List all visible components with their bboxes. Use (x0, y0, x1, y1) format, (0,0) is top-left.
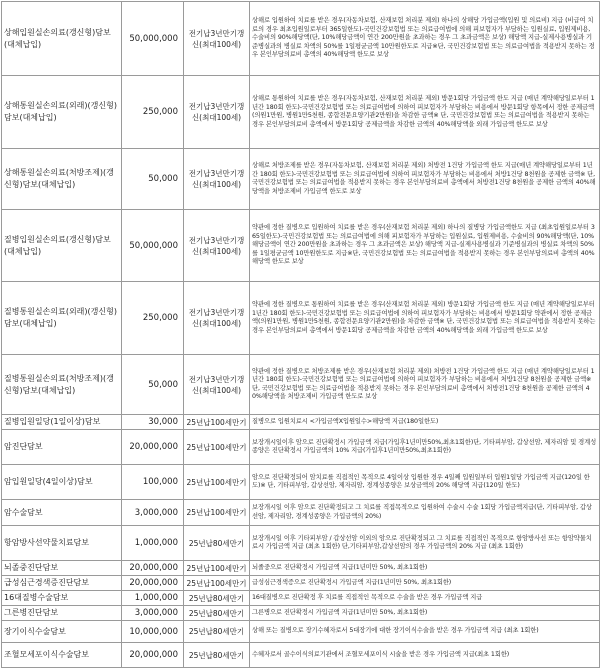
coverage-amount: 10,000,000 (122, 621, 184, 643)
coverage-amount: 20,000,000 (122, 430, 184, 465)
coverage-amount: 50,000 (122, 149, 184, 210)
table-row (2, 76, 600, 149)
coverage-description: 질병으로 입원치료시 <가입금액X입원일수>해당액 지급(180일한도) (250, 415, 600, 430)
coverage-name: 항암방사선약물치료담보 (2, 526, 122, 561)
table-row (2, 643, 600, 668)
table-row (2, 430, 600, 465)
table-row (2, 576, 600, 591)
table-row (2, 465, 600, 500)
table-row (2, 526, 600, 561)
coverage-amount: 50,000,000 (122, 2, 184, 76)
coverage-name: 상해입원실손의료(갱신형)담보(대체납입) (2, 2, 122, 76)
table-row (2, 621, 600, 643)
table-row (2, 591, 600, 606)
table-row (2, 500, 600, 526)
coverage-name: 장기이식수술담보 (2, 621, 122, 643)
coverage-amount: 20,000,000 (122, 576, 184, 591)
coverage-amount: 50,000,000 (122, 210, 184, 282)
coverage-term: 25년납100세만기 (184, 465, 250, 500)
coverage-amount: 50,000 (122, 355, 184, 415)
coverage-description: 보장개시일 이후 암으로 진단확정되고 그 치료를 직접목적으로 입원하여 수술시 수술 1회당 가입금액지급(단, 기타피부암, 갑상선암, 제자리암, 경계성종양은 가입금액의 20%) (250, 500, 600, 526)
coverage-description: 보장개시일이후 암으로 진단확정시 가입금액 지급(가입후1년미만50%,최초1회한)단, 기타피부암, 갑상선암, 제자리암 및 경계성종양은 진단확정시 가입금액의 10% 지급(가입후1년미만50%,최초1회한) (250, 430, 600, 465)
coverage-name: 16대질병수술담보 (2, 591, 122, 606)
coverage-description: 약관에 정한 질병으로 입원하여 치료를 받은 경우(산재보험 처리분 제외) 하나의 질병당 가입금액한도 지급 (최초입원일로부터 365일한도)-국민건강보험법 또는 의료급여법에 의해 피보험자가 부담하는 입원실료, 입원제비용, 수술비의 90%해당액(단, 10%해당금액이 연간 200만원을 초과하는 경우 그 초과금액은 보상) 해당액 지급-실제사용병실과 기준병실과의 병실료 차액의 50%를 1일평균금액 10만원한도로 지급※단, 국민건강보험법 또는 의료급여법을 적용받지 못하는 경우 본인부담의료비 총액의 40%해당액 한도로 보상 (250, 210, 600, 282)
coverage-term: 25년납80세만기 (184, 526, 250, 561)
coverage-term: 전기납3년만기갱신(최대100세) (184, 149, 250, 210)
coverage-description: 16대질병으로 진단확정 후 치료를 직접적인 목적으로 수술을 받은 경우 가입금액 지급 (250, 591, 600, 606)
coverage-description: 암으로 진단확정되어 암치료를 직접적인 목적으로 4일이상 입원한 경우 4일째 입원일부터 입원1일당 가입금액 지급(120일 한도)※ 단, 기타피부암, 갑상선암, 제자리암, 경계성종양은 보상금액의 20% 해당액 지급(120일 한도) (250, 465, 600, 500)
coverage-name: 뇌졸중진단담보 (2, 561, 122, 576)
coverage-description: 상해로 처방조제를 받은 경우(자동차보험, 산재보험 처리분 제외) 처방전 1건당 가입금액 한도 지급(매년 계약해당일로부터 1년간 180회 한도)-국민건강보험법 또는 의료급여법에 의하여 피보험자가 부담하는 비용에서 처방1건당 8천원을 공제한 금액※ 단, 국민건강보험법 또는 의료급여법을 적용받지 못하는 경우 본인부담의료비 총액에서 처방전1건당 8천원을 공제한 금액의 40%해당액을 처방조제비 가입금액 한도로 보상 (250, 149, 600, 210)
coverage-amount: 250,000 (122, 282, 184, 355)
coverage-term: 25년납100세만기 (184, 500, 250, 526)
coverage-amount: 1,000,000 (122, 591, 184, 606)
coverage-term: 25년납80세만기 (184, 606, 250, 621)
coverage-amount: 100,000 (122, 465, 184, 500)
coverage-name: 질병통원실손의료(처방조제)(갱신형)담보(대체납입) (2, 355, 122, 415)
coverage-term: 25년납80세만기 (184, 621, 250, 643)
coverage-name: 그른병진단담보 (2, 606, 122, 621)
coverage-table (1, 1, 600, 668)
coverage-amount: 250,000 (122, 76, 184, 149)
coverage-description: 수혜자로서 골수이식의료기관에서 조혈모세포이식 시술을 받은 경우 가입금액 지급(최초 1회한) (250, 643, 600, 668)
coverage-term: 25년납100세만기 (184, 415, 250, 430)
coverage-description: 약관에 정한 질병으로 통원하여 치료를 받은 경우(산재보험 처리분 제외) 방문1회당 가입금액 한도 지급 (매년 계약해당일로부터 1년간 180회 한도)-국민건강보험법 또는 의료급여법에 의하여 피보험자가 부담하는 비용에서 방문1회당 약관에서 정한 공제금액(의원1만원, 병원1만5천원, 종합전문요양기관2만원)을 차감한 금액※ 단, 국민건강보험법 또는 의료급여법을 적용받지 못하는 경우 본인부담의료비 총액에서 방문1회당 공제금액을 차감한 금액의 40%해당액을 외래 가입금액 한도로 보상 (250, 282, 600, 355)
table-row (2, 415, 600, 430)
coverage-term: 전기납3년만기갱신(최대100세) (184, 2, 250, 76)
coverage-description: 상해로 통원하여 치료를 받은 경우(자동차보험, 산재보험 처리분 제외) 방문1회당 가입금액 한도 지급 (매년 계약해당일로부터 1년간 180회 한도)-국민건강보험법 또는 의료급여법에 의하여 피보험자가 부담하는 비용에서 방문1회당 항목에서 정한 공제금액(의원1만원, 병원1만5천원, 종합전문요양기관2만원)을 차감한 금액※ 단, 국민건강보험법 또는 의료급여법을 적용받지 못하는 경우 본인부담의료비 총액에서 방문1회당 공제금액을 차감한 금액의 40%해당액을 외래 가입금액 한도로 보상 (250, 76, 600, 149)
table-row (2, 210, 600, 282)
table-row (2, 2, 600, 76)
coverage-description: 급성심근경색증으로 진단확정시 가입금액 지급(1년미만 50%, 최초1회한) (250, 576, 600, 591)
coverage-amount: 20,000,000 (122, 643, 184, 668)
coverage-description: 상해로 입원하여 치료를 받은 경우(자동차보험, 산재보험 처리분 제외) 하나의 상해당 가입금액(입원 및 의료비) 지급 (비급여 치료의 경우 최초입원일로부터 365일한도)-국민건강보험법 또는 의료급여법에 의해 피보험자가 부담하는 입원실료, 입원제비용, 수술비의 90%해당액(단, 10%해당금액이 연간 200만원을 초과하는 경우 그 초과금액은 보상) 해당액 지급-실제사용병실과 기준병실과의 병실료 차액의 50%를 1일평균금액 10만원한도로 지급※단, 국민건강보험법 또는 의료급여법을 적용받지 못하는 경우 본인부담의료비 총액의 40%해당액 한도로 보상 (250, 2, 600, 76)
coverage-term: 25년납80세만기 (184, 591, 250, 606)
coverage-name: 암입원일당(4일이상)담보 (2, 465, 122, 500)
coverage-term: 전기납3년만기갱신(최대100세) (184, 76, 250, 149)
table-row (2, 561, 600, 576)
coverage-amount: 1,000,000 (122, 526, 184, 561)
coverage-name: 질병통원실손의료(외래)(갱신형)담보(대체납입) (2, 282, 122, 355)
coverage-description: 보장개시일 이후 기타피부암 / 갑상선암 이외의 암으로 진단확정되고 그 치료를 직접적인 목적으로 항암방사선 또는 항암약물치료시 가입금액 지급 (최초 1회한) 단,기타피부암,갑상선암의 경우 가입금액의 20% 지급 (최초 1회한) (250, 526, 600, 561)
coverage-amount: 20,000,000 (122, 561, 184, 576)
coverage-name: 상해통원실손의료(처방조제)(갱신형)담보(대체납입) (2, 149, 122, 210)
coverage-description: 그른병으로 진단확정시 가입금액 지급(1년미만 50%, 최초1회한) (250, 606, 600, 621)
coverage-term: 25년납100세만기 (184, 561, 250, 576)
coverage-description: 뇌졸중으로 진단확정시 가입금액 지급(1년미만 50%, 최초1회한) (250, 561, 600, 576)
table-row (2, 282, 600, 355)
coverage-term: 25년납100세만기 (184, 576, 250, 591)
coverage-name: 질병입원실손의료(갱신형)담보(대체납입) (2, 210, 122, 282)
coverage-term: 전기납3년만기갱신(최대100세) (184, 282, 250, 355)
table-row (2, 606, 600, 621)
coverage-name: 암수술담보 (2, 500, 122, 526)
coverage-description: 상해 또는 질병으로 장기수혜자로서 5대장기에 대한 장기이식수술을 받은 경우 가입금액 지급 (최초 1회한) (250, 621, 600, 643)
coverage-name: 조혈모세포이식수술담보 (2, 643, 122, 668)
coverage-name: 급성심근경색증진단담보 (2, 576, 122, 591)
coverage-term: 전기납3년만기갱신(최대100세) (184, 355, 250, 415)
coverage-term: 25년납80세만기 (184, 643, 250, 668)
coverage-amount: 30,000 (122, 415, 184, 430)
table-row (2, 355, 600, 415)
coverage-term: 25년납100세만기 (184, 430, 250, 465)
coverage-description: 약관에 정한 질병으로 처방조제를 받은 경우(산재보험 처리분 제외) 처방전 1건당 가입금액 한도 지급 (매년 계약해당일로부터 1년간 180회 한도)-국민건강보험법 또는 의료급여법에 의하여 피보험자가 부담하는 비용에서 처방1건당 8천원을 공제한 금액※ 단, 국민건강보험법 또는 의료급여법을 적용받지 못하는 경우 본인부담의료비 총액에서 처방전1건당 8천원을 공제한 금액의 40%해당액을 처방조제비 가입금액 한도로 보상 (250, 355, 600, 415)
coverage-name: 암진단담보 (2, 430, 122, 465)
coverage-name: 상해통원실손의료(외래)(갱신형)담보(대체납입) (2, 76, 122, 149)
coverage-term: 전기납3년만기갱신(최대100세) (184, 210, 250, 282)
coverage-amount: 3,000,000 (122, 606, 184, 621)
table-row (2, 149, 600, 210)
coverage-name: 질병입원일당(1일이상)담보 (2, 415, 122, 430)
coverage-amount: 3,000,000 (122, 500, 184, 526)
